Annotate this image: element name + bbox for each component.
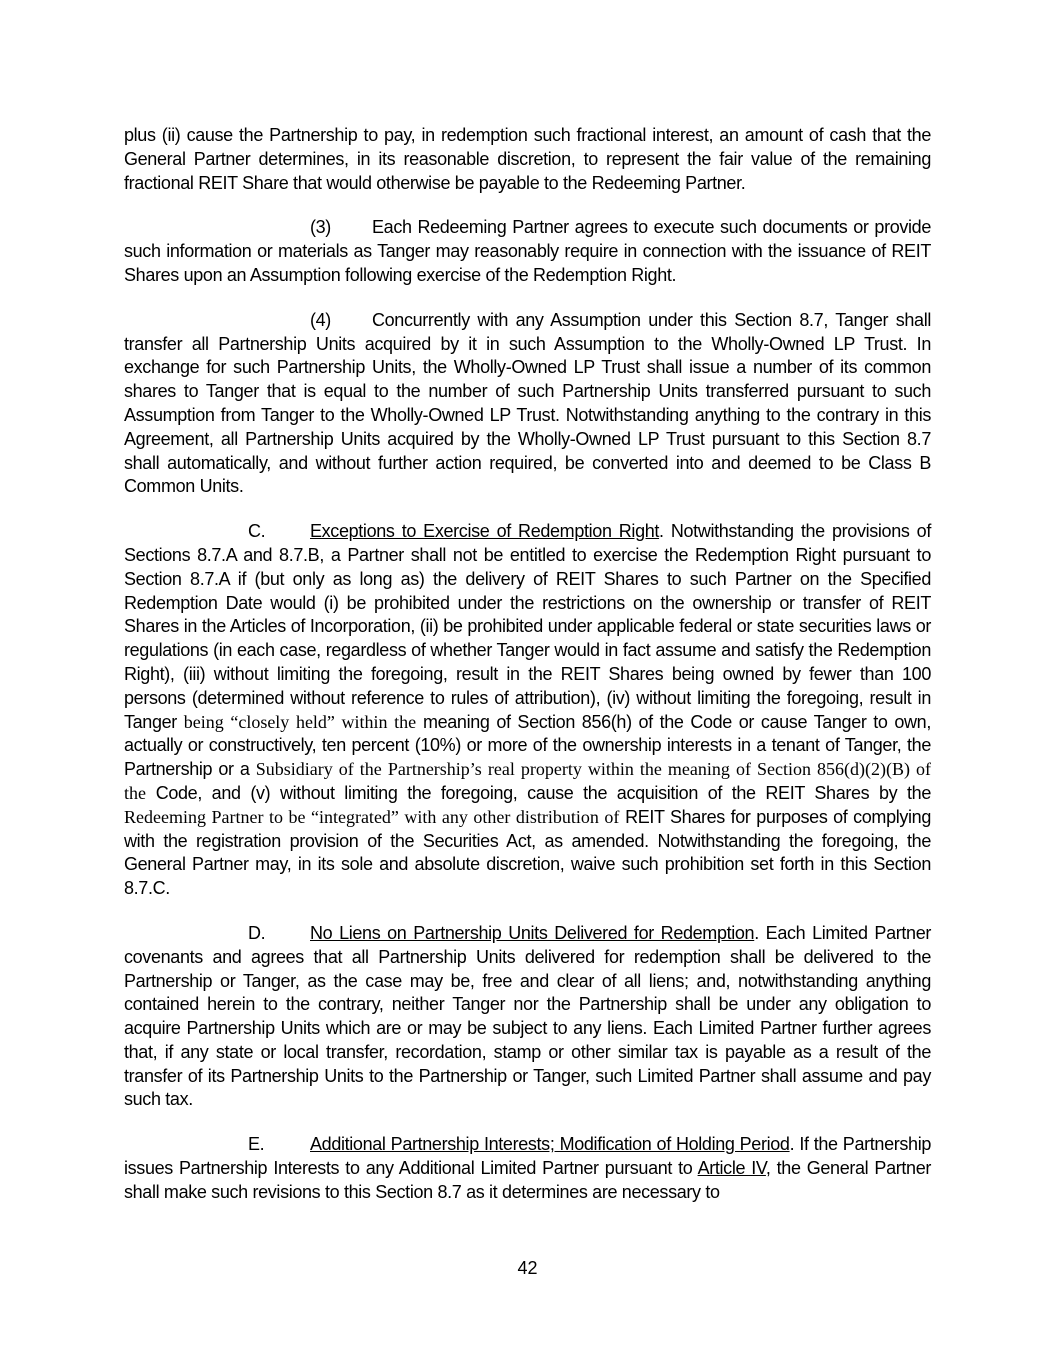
paragraph-text: Concurrently with any Assumption under this Section 8.7, Tanger shall transfer all Partnership Units acquired by it in such Assumption to the Wholly-Owned LP Trust. In exchange for such Partnership Units, the Wholly-Owned LP Trust shall issue a number of its common shares to Tanger that is equal to the number of such Partnership Units transferred pursuant to such Assumption from Tanger to the Wholly-Owned LP Trust. Notwithstanding anything to the contrary in this Agreement, all Partnership Units acquired by the Wholly-Owned LP Trust pursuant to this Section 8.7 shall automatically, and without further action required, be converted into and deemed to be Class B Common Units.: [124, 309, 931, 497]
section-d: [124, 922, 931, 1112]
section-label: E.: [248, 1134, 265, 1155]
section-heading: Additional Partnership Interests; Modification of Holding Period: [310, 1134, 790, 1155]
section-text: meaning of Section 856(h) of the Code or cause Tanger to own, actually or constructively, ten percent (10%) or more of the ownership interests in a tenant of Tanger, the Partnership or a: [124, 711, 931, 780]
section-text: . Notwithstanding the provisions of Sections 8.7.A and 8.7.B, a Partner shall not be entitled to exercise the Redemption Right pursuant to Section 8.7.A if (but only as long as) the delivery of REIT Shares to such Partner on the Specified Redemption Date would (i) be prohibited under the restrictions on the ownership or transfer of REIT Shares in the Articles of Incorporation, (ii) be prohibited under applicable federal or state securities laws or regulations (in each case, regardless of whether Tanger would in fact assume and satisfy the Redemption Right), (iii) without limiting the foregoing, result in the REIT Shares being owned by fewer than 100 persons (determined without reference to rules of attribution), (iv) without limiting the foregoing, result in Tanger: [124, 521, 931, 732]
paragraph-fractional-share: plus (ii) cause the Partnership to pay, in redemption such fractional interest, an amount of cash that the General Partner determines, in its reasonable discretion, to represent the fair value of the remaining fractional REIT Share that would otherwise be payable to the Redeeming Partner.: [124, 125, 931, 193]
section-text: REIT Shares for purposes of complying with the registration provision of the Securities Act, as amended. Notwithstanding the foregoing, the General Partner may, in its sole and absolute discretion, waive such prohibition set forth in this Section 8.7.C.: [124, 806, 931, 899]
section-text: Code, and (v) without limiting the foregoing, cause the acquisition of the REIT Shares by the: [146, 782, 931, 803]
section-text-serif: Subsidiary of the Partnership’s real property within the meaning of Section 856(d)(2)(B) of the: [124, 759, 931, 803]
section-heading: Exceptions to Exercise of Redemption Right: [310, 521, 660, 542]
section-label: D.: [248, 922, 266, 943]
paragraph-text: Each Redeeming Partner agrees to execute such documents or provide such information or materials as Tanger may reasonably require in connection with the issuance of REIT Shares upon an Assumption following exercise of the Redemption Right.: [124, 217, 931, 285]
section-text-serif: being “closely held” within the: [183, 711, 417, 732]
section-label: C.: [248, 521, 266, 542]
section-c: [124, 520, 931, 901]
section-heading: No Liens on Partnership Units Delivered for Redemption: [310, 922, 755, 943]
article-reference-link[interactable]: Article IV: [697, 1158, 766, 1179]
paragraph-label: (3): [310, 217, 331, 238]
section-text: , the General Partner shall make such revisions to this Section 8.7 as it determines are necessary to: [124, 1158, 931, 1202]
section-text: . Each Limited Partner covenants and agrees that all Partnership Units delivered for redemption shall be delivered to the Partnership or Tanger, as the case may be, free and clear of all liens; and, notwithstanding anything contained herein to the contrary, neither Tanger nor the Partnership shall be under any obligation to acquire Partnership Units which are or may be subject to any liens. Each Limited Partner further agrees that, if any state or local transfer, recordation, stamp or other similar tax is payable as a result of the transfer of its Partnership Units to the Partnership or Tanger, such Limited Partner shall assume and pay such tax.: [124, 922, 932, 1110]
document-page: [124, 124, 931, 1226]
paragraph-label: (4): [310, 309, 331, 330]
page-number: 42: [517, 1258, 538, 1278]
paragraph-3: [124, 216, 931, 287]
section-e: [124, 1133, 931, 1204]
paragraph-4: [124, 309, 931, 499]
section-text-serif: Redeeming Partner to be “integrated” with any other distribution of: [124, 806, 620, 827]
section-text: . If the Partnership issues Partnership Interests to any Additional Limited Partner pursuant to: [124, 1134, 932, 1179]
